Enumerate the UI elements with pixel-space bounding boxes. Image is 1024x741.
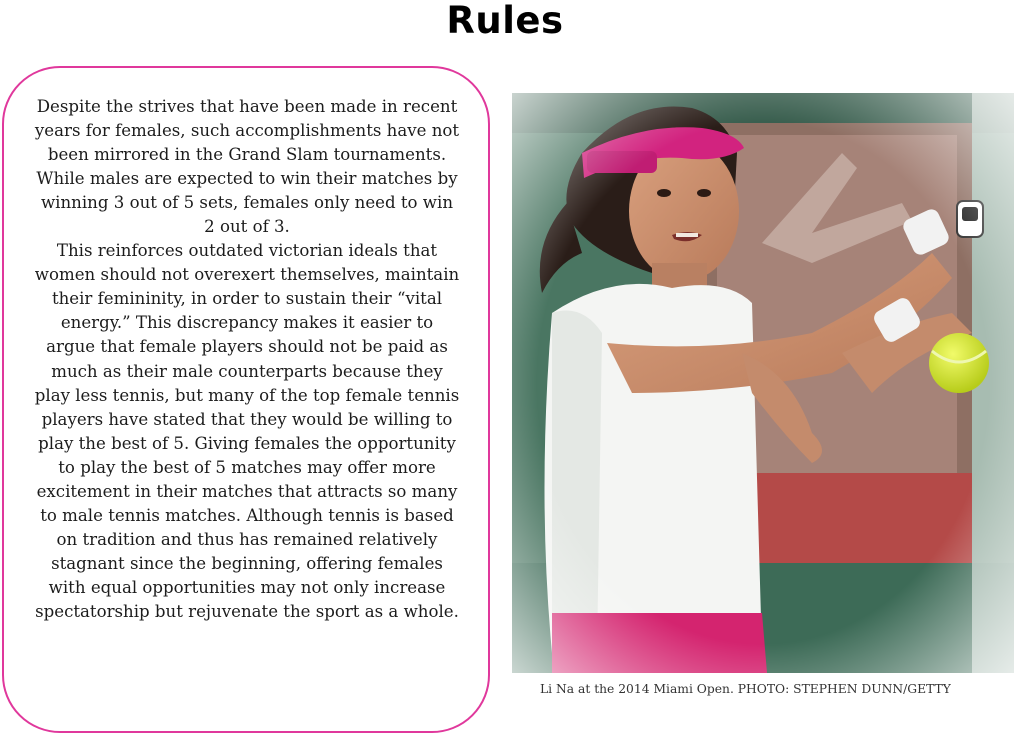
article-text-box	[2, 66, 490, 733]
article-paragraph-1: Despite the strives that have been made in recent years for females, such accomplishments have not been mirrored in the Grand Slam tournaments. While males are expected to win their matches by winning 3 out of 5 sets, females only need to win 2 out of 3.	[34, 97, 460, 237]
article-body	[34, 95, 460, 624]
tennis-player-photo	[512, 93, 1014, 673]
photo-caption: Li Na at the 2014 Miami Open. PHOTO: STEPHEN DUNN/GETTY	[540, 682, 951, 696]
article-paragraph-2: This reinforces outdated victorian ideals that women should not overexert themselves, maintain their femininity, in order to sustain their “vital energy.” This discrepancy makes it easier to argue that female players should not be paid as much as their male counterparts because they play less tennis, but many of the top female tennis players have stated that they would be willing to play the best of 5. Giving females the opportunity to play the best of 5 matches may offer more excitement in their matches that attracts so many to male tennis matches. Although tennis is based on tradition and thus has remained relatively stagnant since the beginning, offering females with equal opportunities may not only increase spectatorship but rejuvenate the sport as a whole.	[34, 241, 460, 621]
page-title: Rules	[446, 0, 564, 42]
